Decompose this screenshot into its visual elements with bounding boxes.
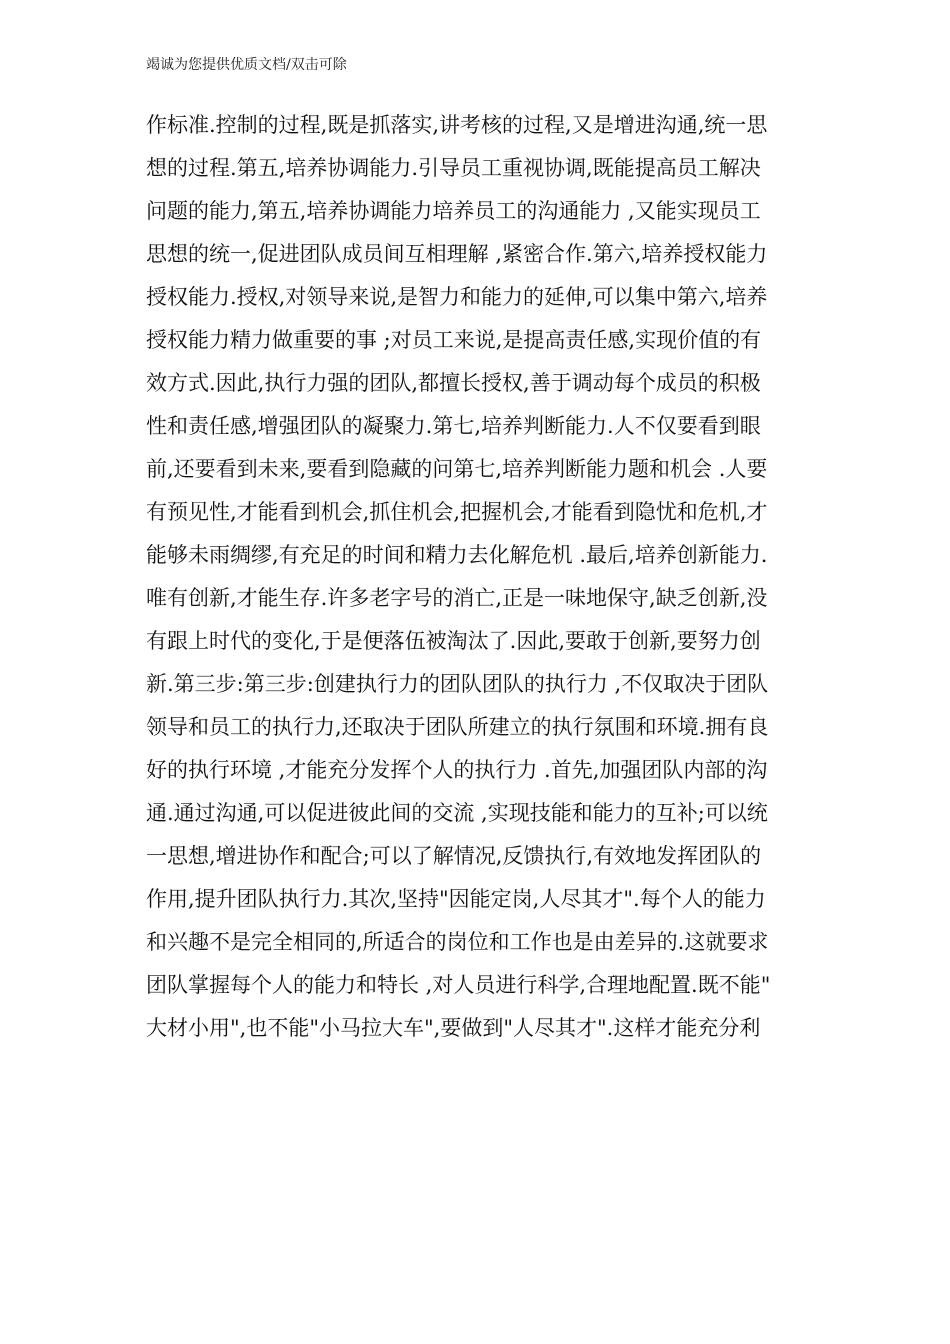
text-line: 和兴趣不是完全相同的,所适合的岗位和工作也是由差异的.这就要求 — [146, 930, 769, 954]
header-note: 竭诚为您提供优质文档/双击可除 — [146, 57, 347, 73]
text-line: 前,还要看到未来,要看到隐藏的问第七,培养判断能力题和机会 .人要 — [146, 457, 768, 481]
text-line: 作标准.控制的过程,既是抓落实,讲考核的过程,又是增进沟通,统一思 — [146, 113, 768, 137]
text-line: 通.通过沟通,可以促进彼此间的交流 ,实现技能和能力的互补;可以统 — [146, 801, 768, 825]
text-line: 一思想,增进协作和配合;可以了解情况,反馈执行,有效地发挥团队的 — [146, 844, 762, 868]
text-line: 新.第三步:第三步:创建执行力的团队团队的执行力 ,不仅取决于团队 — [146, 672, 769, 696]
text-line: 领导和员工的执行力,还取决于团队所建立的执行氛围和环境.拥有良 — [146, 715, 769, 739]
text-line: 性和责任感,增强团队的凝聚力.第七,培养判断能力.人不仅要看到眼 — [146, 414, 761, 438]
text-line: 授权能力精力做重要的事 ;对员工来说,是提高责任感,实现价值的有 — [146, 328, 762, 352]
text-line: 大材小用",也不能"小马拉大车",要做到"人尽其才".这样才能充分利 — [146, 1016, 761, 1040]
text-line: 团队掌握每个人的能力和特长 ,对人员进行科学,合理地配置.既不能" — [146, 973, 771, 997]
text-line: 授权能力.授权,对领导来说,是智力和能力的延伸,可以集中第六,培养 — [146, 285, 768, 309]
text-line: 好的执行环境 ,才能充分发挥个人的执行力 .首先,加强团队内部的沟 — [146, 758, 768, 782]
text-line: 作用,提升团队执行力.其次,坚持"因能定岗,人尽其才".每个人的能力 — [146, 887, 766, 911]
text-line: 效方式.因此,执行力强的团队,都擅长授权,善于调动每个成员的积极 — [146, 371, 761, 395]
text-line: 思想的统一,促进团队成员间互相理解 ,紧密合作.第六,培养授权能力 — [146, 242, 768, 266]
text-line: 问题的能力,第五,培养协调能力培养员工的沟通能力 ,又能实现员工 — [146, 199, 761, 223]
text-line: 想的过程.第五,培养协调能力.引导员工重视协调,既能提高员工解决 — [146, 156, 761, 180]
text-line: 唯有创新,才能生存.许多老字号的消亡,正是一味地保守,缺乏创新,没 — [146, 586, 768, 610]
body-text — [146, 104, 816, 1050]
text-line: 能够未雨绸缪,有充足的时间和精力去化解危机 .最后,培养创新能力. — [146, 543, 768, 567]
text-line: 有预见性,才能看到机会,抓住机会,把握机会,才能看到隐忧和危机,才 — [146, 500, 768, 524]
text-line: 有跟上时代的变化,于是便落伍被淘汰了.因此,要敢于创新,要努力创 — [146, 629, 761, 653]
